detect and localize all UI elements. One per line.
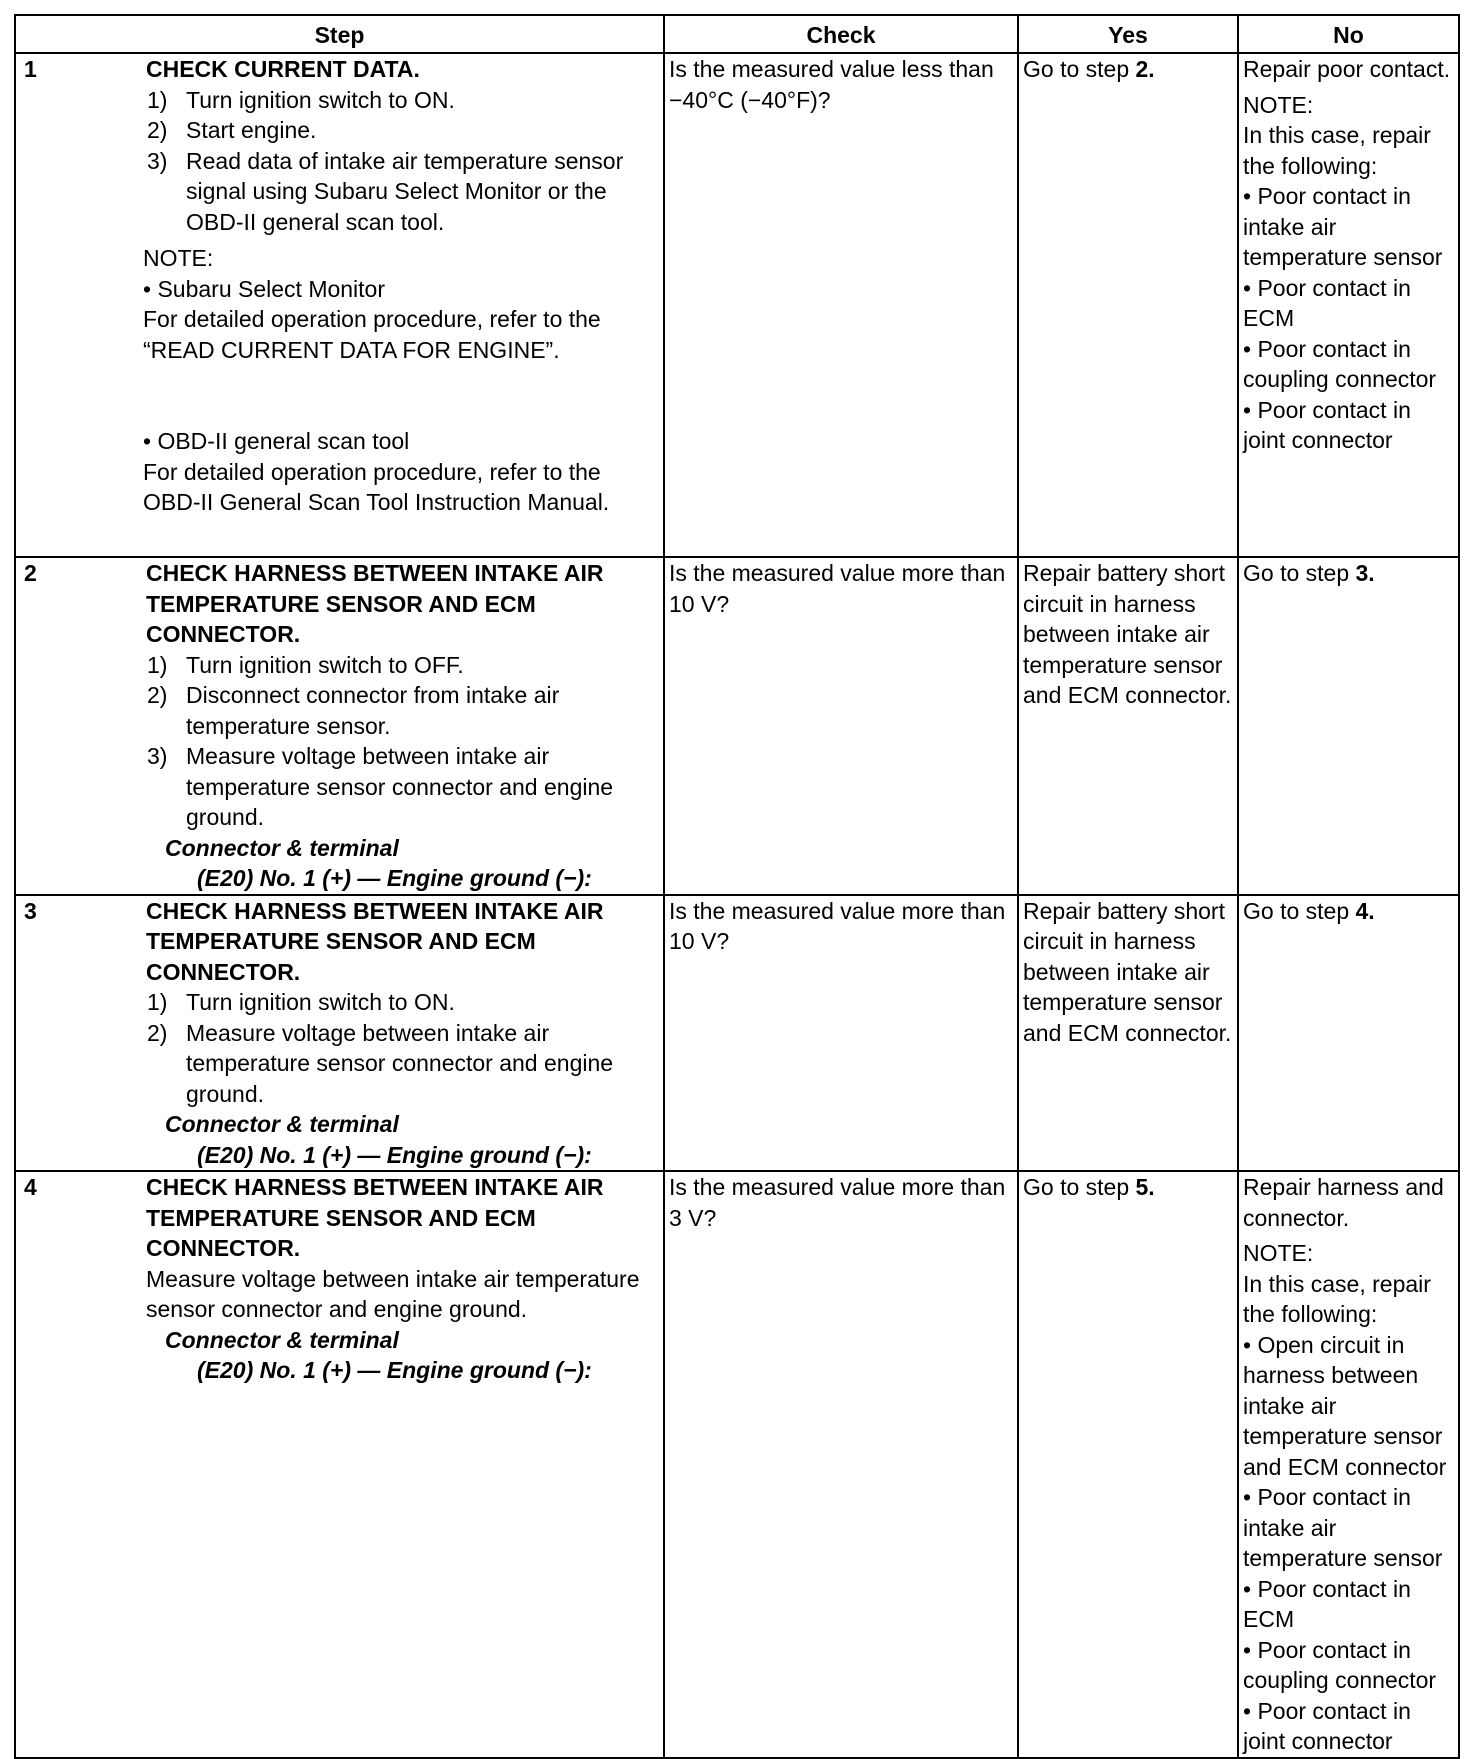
header-step: Step (15, 15, 664, 53)
step-title: CHECK HARNESS BETWEEN INTAKE AIR TEMPERATURE SENSOR AND ECM CONNECTOR. (146, 897, 604, 985)
yes-cell: Repair battery short circuit in harness between intake air temperature sensor and ECM connector. (1018, 895, 1238, 1172)
connector-value: (E20) No. 1 (+) — Engine ground (−): (197, 865, 592, 891)
step-body (143, 896, 659, 1171)
no-note-intro: In this case, repair the following: (1243, 1270, 1431, 1327)
header-check: Check (664, 15, 1018, 53)
no-text: Repair harness and connector. (1243, 1174, 1444, 1231)
substep: 1) Turn ignition switch to OFF. (147, 651, 464, 678)
no-bullet: • Poor contact in ECM (1243, 1575, 1411, 1632)
substep: 3) Measure voltage between intake air temperature sensor connector and engine ground. (147, 743, 614, 830)
no-note-intro: In this case, repair the following: (1243, 122, 1431, 179)
step-title: CHECK HARNESS BETWEEN INTAKE AIR TEMPERATURE SENSOR AND ECM CONNECTOR. (146, 560, 604, 647)
no-cell (1238, 53, 1459, 557)
no-cell (1238, 1171, 1459, 1758)
no-bullet: • Poor contact in coupling connector (1243, 335, 1437, 392)
note-label: NOTE: (143, 245, 214, 271)
no-bullet: • Poor contact in joint connector (1243, 1697, 1411, 1754)
connector-label: Connector & terminal (165, 1111, 399, 1137)
no-bullet: • Poor contact in joint connector (1243, 396, 1411, 453)
yes-cell (1018, 1171, 1238, 1758)
no-bullet: • Poor contact in ECM (1243, 274, 1411, 331)
substep: 1) Turn ignition switch to ON. (147, 86, 455, 113)
no-text: Go to step (1243, 560, 1356, 586)
step-number: 3 (24, 897, 37, 924)
no-text: Repair poor contact. (1243, 56, 1451, 82)
no-step-ref: 3. (1355, 560, 1375, 586)
note-line: • Subaru Select Monitor (143, 275, 386, 302)
substep: 1) Turn ignition switch to ON. (147, 989, 455, 1015)
yes-text: Go to step (1023, 56, 1136, 82)
substep: 2) Start engine. (147, 117, 317, 143)
yes-text: Go to step (1023, 1174, 1136, 1200)
step-cell (15, 557, 664, 895)
table-row-step-1 (15, 53, 1459, 557)
no-bullet: • Open circuit in harness between intake air temperature sensor and ECM connector (1243, 1331, 1447, 1480)
step-body (143, 558, 659, 894)
substep: 3) Read data of intake air temperature sensor signal using Subaru Select Monitor or the OBD-II general scan tool. (147, 147, 624, 235)
check-cell: Is the measured value less than −40°C (−40°F)? (664, 53, 1018, 557)
no-note-label: NOTE: (1243, 91, 1314, 118)
no-bullet: • Poor contact in intake air temperature sensor (1243, 183, 1443, 270)
step-title: CHECK CURRENT DATA. (146, 56, 420, 82)
step-cell (15, 1171, 664, 1758)
step-number: 4 (24, 1174, 37, 1200)
substep: 2) Measure voltage between intake air temperature sensor connector and engine ground. (147, 1019, 614, 1107)
no-text: Go to step (1243, 897, 1356, 924)
step-number: 1 (24, 56, 37, 82)
note-line: For detailed operation procedure, refer to the “READ CURRENT DATA FOR ENGINE”. (143, 306, 601, 363)
header-yes: Yes (1018, 15, 1238, 53)
yes-step-ref: 2. (1135, 56, 1155, 82)
no-cell (1238, 895, 1459, 1172)
yes-cell: Repair battery short circuit in harness between intake air temperature sensor and ECM connector. (1018, 557, 1238, 895)
connector-label: Connector & terminal (165, 1326, 399, 1353)
table-row-step-2 (15, 557, 1459, 895)
table-row-step-3 (15, 895, 1459, 1172)
step-cell (15, 895, 664, 1172)
check-cell: Is the measured value more than 10 V? (664, 895, 1018, 1172)
substep: 2) Disconnect connector from intake air temperature sensor. (147, 682, 560, 739)
connector-value: (E20) No. 1 (+) — Engine ground (−): (197, 1141, 592, 1168)
check-cell: Is the measured value more than 10 V? (664, 557, 1018, 895)
no-note-label: NOTE: (1243, 1240, 1314, 1266)
table-row-step-4 (15, 1171, 1459, 1758)
no-bullet: • Poor contact in coupling connector (1243, 1636, 1437, 1693)
diagnostic-table (14, 14, 1460, 1759)
step-instruction: Measure voltage between intake air temperature sensor connector and engine ground. (146, 1265, 640, 1322)
header-no: No (1238, 15, 1459, 53)
note-line: • OBD-II general scan tool (143, 428, 410, 454)
step-number: 2 (24, 560, 37, 586)
yes-step-ref: 5. (1135, 1174, 1155, 1200)
note-line: For detailed operation procedure, refer to the OBD-II General Scan Tool Instruction Manual. (143, 458, 610, 515)
step-body (143, 54, 659, 518)
connector-label: Connector & terminal (165, 834, 399, 861)
step-title: CHECK HARNESS BETWEEN INTAKE AIR TEMPERATURE SENSOR AND ECM CONNECTOR. (146, 1174, 604, 1261)
yes-cell (1018, 53, 1238, 557)
check-cell: Is the measured value more than 3 V? (664, 1171, 1018, 1758)
step-body (143, 1172, 659, 1386)
no-step-ref: 4. (1355, 897, 1375, 924)
connector-value: (E20) No. 1 (+) — Engine ground (−): (197, 1357, 592, 1383)
no-bullet: • Poor contact in intake air temperature sensor (1243, 1484, 1443, 1571)
step-cell (15, 53, 664, 557)
no-cell (1238, 557, 1459, 895)
header-row (15, 15, 1459, 53)
